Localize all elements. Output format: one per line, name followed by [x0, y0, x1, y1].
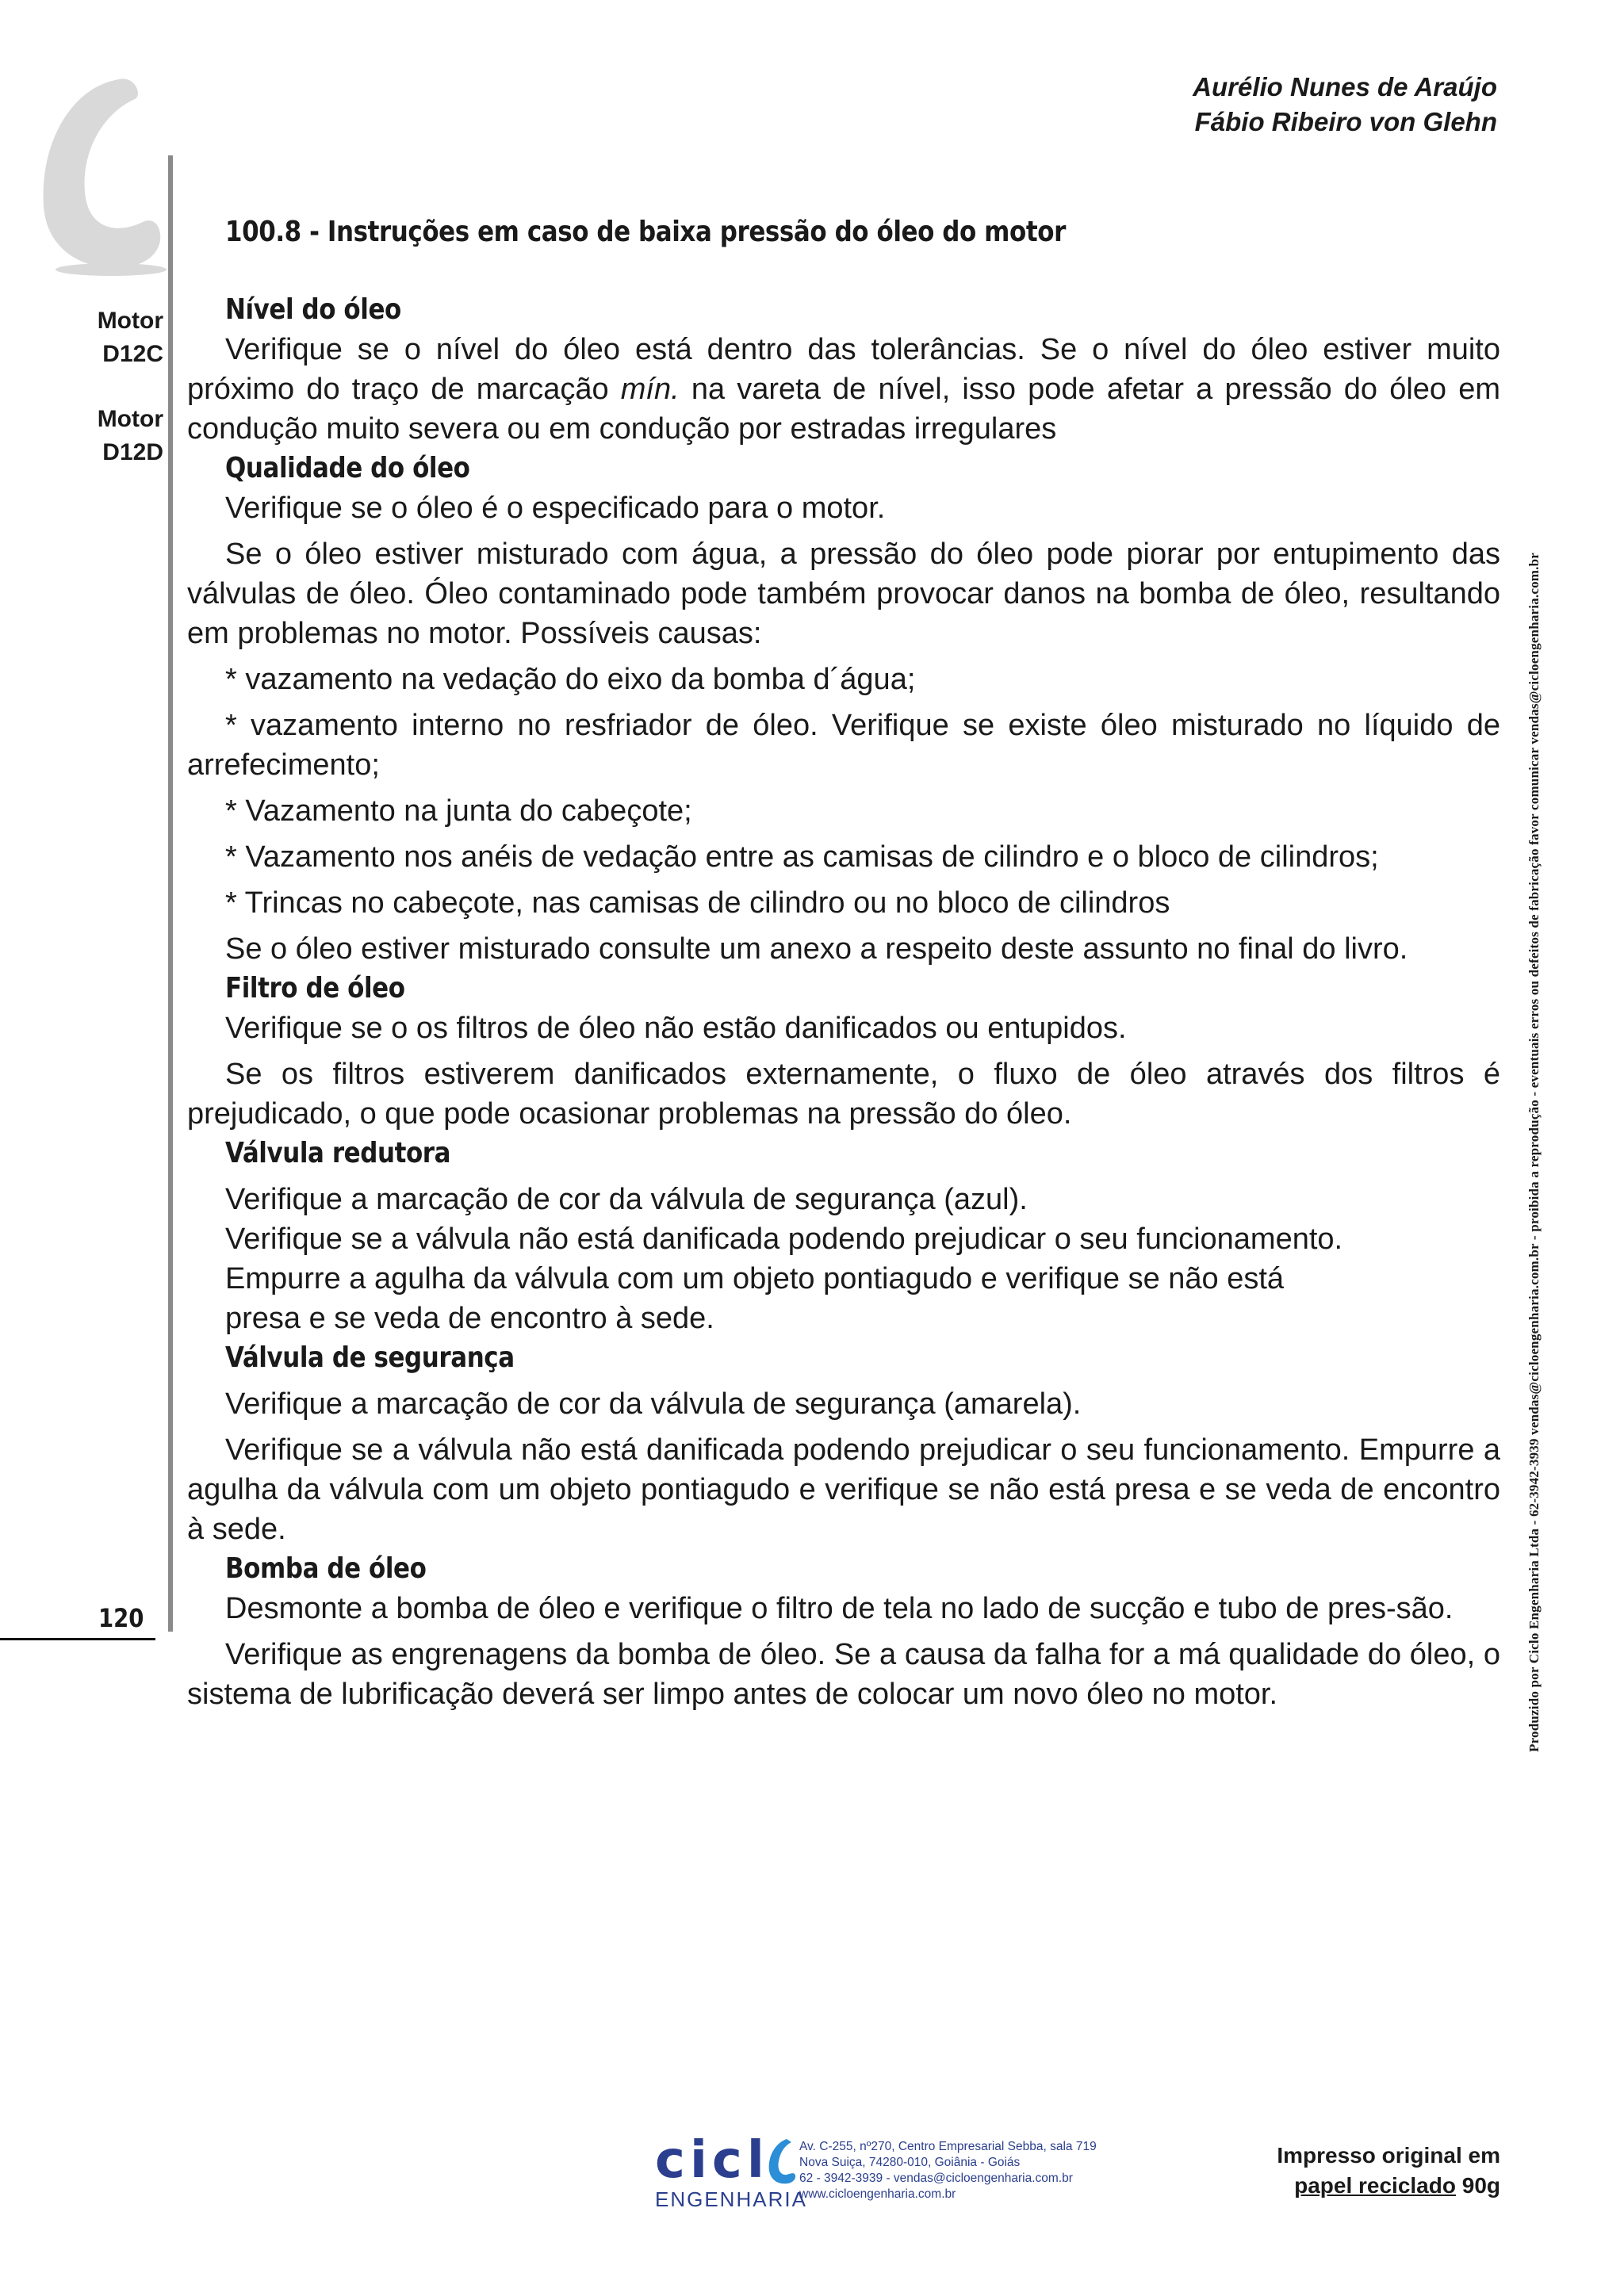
- paragraph-bomba-2: Verifique as engrenagens da bomba de óleo. Se a causa da falha for a má qualidade do óleo, o sistema de lubrificação deverá ser limpo antes de colocar um novo óleo no motor.: [187, 1638, 1500, 1711]
- line-redutora-2: Verifique se a válvula não está danificada podendo prejudicar o seu funcionamento.: [225, 1223, 1343, 1256]
- author-credits: [1193, 70, 1497, 140]
- side-tag-d12d: Motor D12D: [97, 406, 163, 465]
- paragraph-qualidade-2: Se o óleo estiver misturado com água, a pressão do óleo pode piorar por entupimento das válvulas de óleo. Óleo contaminado pode também provocar danos na bomba de óleo, resultando em problemas no motor. Possíveis causas:: [187, 538, 1500, 650]
- subheading-filtro: Filtro de óleo: [225, 972, 405, 1004]
- line-redutora-3: Empurre a agulha da válvula com um objeto pontiagudo e verifique se não está: [225, 1262, 1285, 1295]
- subheading-qualidade: Qualidade do óleo: [225, 452, 470, 484]
- paragraph-qualidade-3: Se o óleo estiver misturado consulte um anexo a respeito deste assunto no final do livro.: [225, 932, 1408, 966]
- section-title: 100.8 - Instruções em caso de baixa pressão do óleo do motor: [225, 216, 1066, 248]
- page-number-rule: [0, 1638, 155, 1640]
- subheading-seguranca: Válvula de segurança: [225, 1341, 515, 1374]
- list-item: * vazamento interno no resfriador de óleo. Verifique se existe óleo misturado no líquido de arrefecimento;: [187, 709, 1500, 782]
- vertical-credit-text: Produzido por Ciclo Engenharia Ltda - 62-3942-3939 vendas@cicloengenharia.com.br - proibida a reprodução - eventuais erros ou defeitos de fabricação favor comunicar vendas@cicloengenharia.com.br: [1526, 552, 1542, 1752]
- watermark-logo-icon: [24, 71, 167, 277]
- subheading-nivel: Nível do óleo: [225, 293, 401, 326]
- logo-text: cicl: [655, 2131, 769, 2190]
- side-tag-d12c: Motor D12C: [97, 308, 163, 367]
- line-redutora-1: Verifique a marcação de cor da válvula de segurança (azul).: [225, 1183, 1028, 1216]
- logo-subtext: ENGENHARIA: [655, 2187, 807, 2211]
- margin-bar: [168, 155, 173, 1632]
- list-item: * Vazamento na junta do cabeçote;: [225, 794, 692, 828]
- footer-address: Av. C-255, nº270, Centro Empresarial Sebba, sala 719 Nova Suiça, 74280-010, Goiânia - Goiás 62 - 3942-3939 - vendas@cicloengenharia.com.br www.cicloengenharia.com.br: [799, 2140, 1097, 2201]
- line-redutora-4: presa e se veda de encontro à sede.: [225, 1302, 714, 1335]
- paragraph-seguranca-1: Verifique a marcação de cor da válvula de segurança (amarela).: [225, 1387, 1082, 1421]
- main-content: [187, 212, 1500, 1720]
- page-number: 120: [98, 1603, 144, 1633]
- ciclo-logo: [655, 2131, 807, 2212]
- paragraph-filtro-1: Verifique se o os filtros de óleo não estão danificados ou entupidos.: [225, 1012, 1127, 1045]
- paragraph-qualidade-1: Verifique se o óleo é o especificado para o motor.: [225, 492, 886, 525]
- paragraph-nivel: Verifique se o nível do óleo está dentro das tolerâncias. Se o nível do óleo estiver muito próximo do traço de marcação mín. na vareta de nível, isso pode afetar a pressão do óleo em condução muito severa ou em condução por estradas irregulares: [187, 333, 1500, 446]
- list-item: * vazamento na vedação do eixo da bomba d´água;: [225, 663, 916, 696]
- list-item: * Trincas no cabeçote, nas camisas de cilindro ou no bloco de cilindros: [225, 886, 1170, 920]
- author-2: Fábio Ribeiro von Glehn: [1194, 107, 1497, 136]
- list-item: * Vazamento nos anéis de vedação entre as camisas de cilindro e o bloco de cilindros;: [225, 840, 1379, 874]
- author-1: Aurélio Nunes de Araújo: [1193, 72, 1497, 101]
- paragraph-filtro-2: Se os filtros estiverem danificados externamente, o fluxo de óleo através dos filtros é prejudicado, o que pode ocasionar problemas na pressão do óleo.: [187, 1058, 1500, 1131]
- logo-drop-icon: [766, 2137, 798, 2187]
- subheading-redutora: Válvula redutora: [225, 1137, 451, 1169]
- printed-note: Impresso original em papel reciclado 90g: [1277, 2143, 1500, 2198]
- paragraph-bomba-1: Desmonte a bomba de óleo e verifique o filtro de tela no lado de sucção e tubo de pres-são.: [225, 1592, 1454, 1625]
- paragraph-seguranca-2: Verifique se a válvula não está danificada podendo prejudicar o seu funcionamento. Empurre a agulha da válvula com um objeto pontiagudo e verifique se não está presa e se veda de encontro à sede.: [187, 1433, 1500, 1546]
- subheading-bomba: Bomba de óleo: [225, 1552, 427, 1585]
